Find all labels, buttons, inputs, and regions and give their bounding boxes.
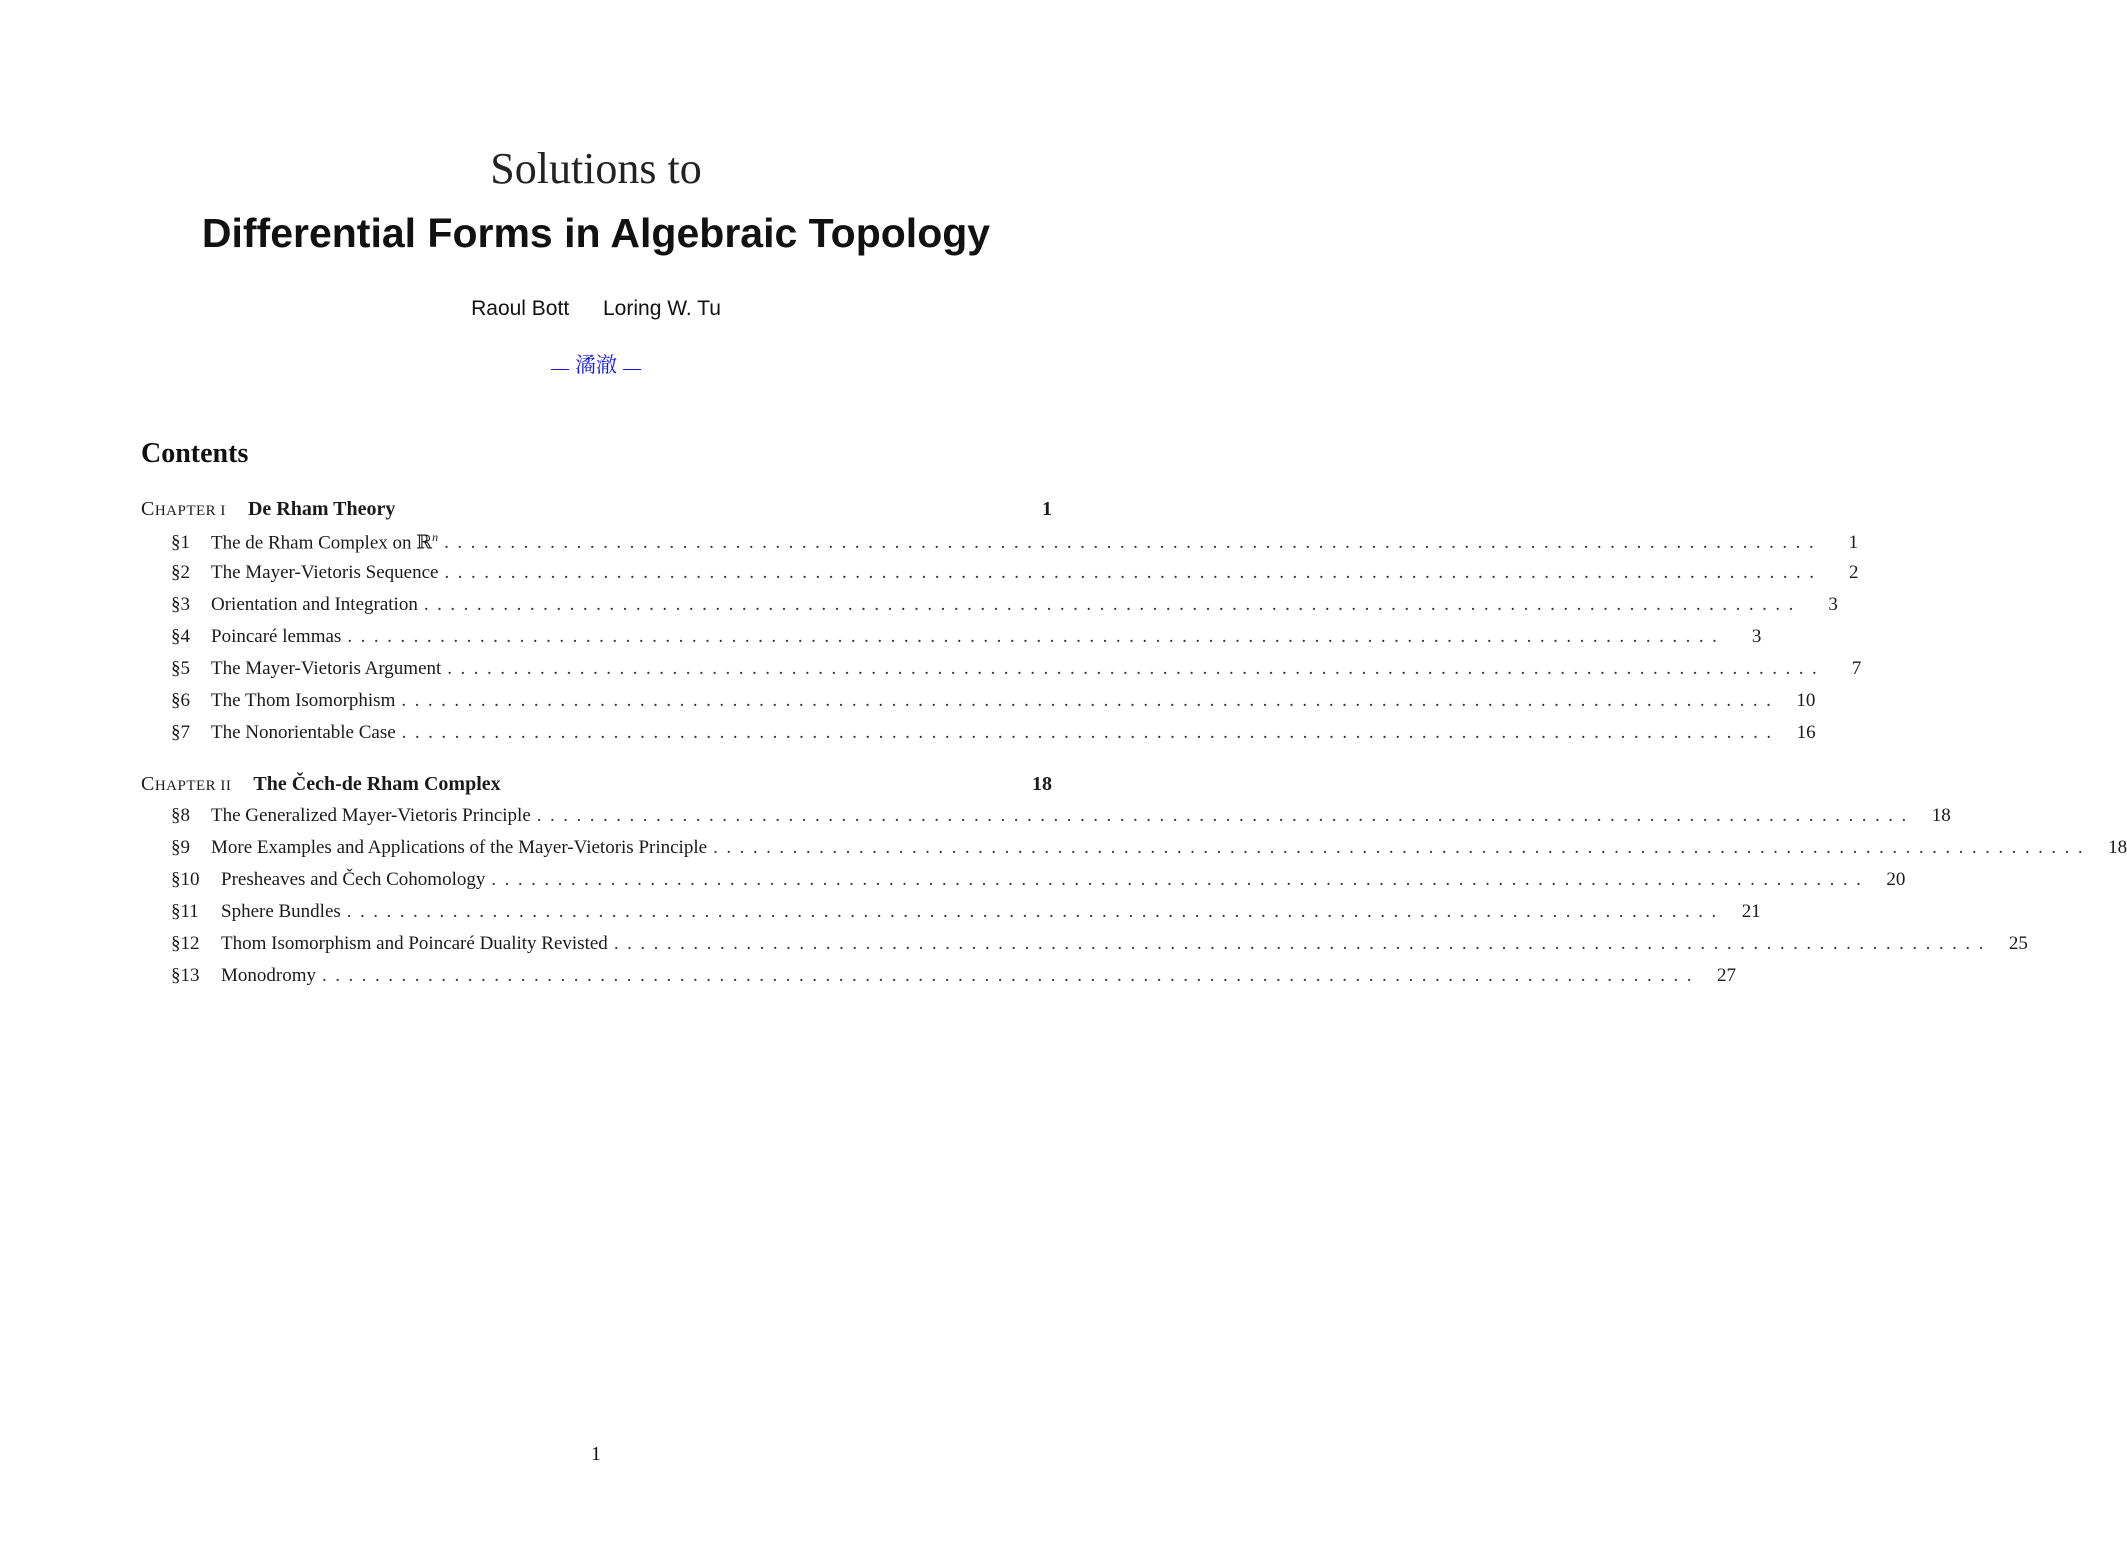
section-number: §1 bbox=[171, 532, 190, 554]
section-page: 18 bbox=[1931, 805, 1951, 826]
toc-section-1[interactable] bbox=[171, 530, 1859, 560]
leader-dots: ........................................................................................................ bbox=[447, 658, 1826, 679]
chapter-2-title: The Čech-de Rham Complex bbox=[253, 773, 501, 795]
toc-section-10[interactable] bbox=[171, 869, 1906, 899]
section-page: 20 bbox=[1886, 869, 1906, 890]
chapter-2-page: 18 bbox=[1032, 773, 1052, 795]
toc-section-3[interactable] bbox=[171, 594, 1838, 624]
section-title: The Thom Isomorphism bbox=[211, 690, 396, 711]
chapter-2-label: CHAPTER II bbox=[141, 773, 232, 795]
signature-text: 潏澈 bbox=[575, 353, 617, 377]
superscript-n: n bbox=[432, 530, 439, 544]
section-number: §10 bbox=[171, 869, 200, 890]
toc-chapter-1[interactable] bbox=[141, 498, 1052, 528]
section-title: The Generalized Mayer-Vietoris Principle bbox=[211, 805, 531, 826]
leader-dots: ........................................................................................................ bbox=[713, 837, 2092, 858]
leader-dots: ........................................................................................................ bbox=[536, 805, 1915, 826]
leader-dots: ........................................................................................................ bbox=[613, 933, 1992, 954]
leader-dots: ........................................................................................................ bbox=[444, 532, 1823, 554]
toc-chapter-2[interactable] bbox=[141, 773, 1052, 803]
leader-dots: ........................................................................................................ bbox=[401, 722, 1780, 743]
section-number: §7 bbox=[171, 722, 190, 743]
section-page: 3 bbox=[1828, 594, 1838, 615]
toc-section-11[interactable] bbox=[171, 901, 1761, 931]
signature-link[interactable] bbox=[0, 349, 1192, 379]
section-title: Orientation and Integration bbox=[211, 594, 418, 615]
author-2: Loring W. Tu bbox=[603, 297, 721, 320]
section-number: §5 bbox=[171, 658, 190, 679]
section-title: Poincaré lemmas bbox=[211, 626, 342, 647]
section-title: Thom Isomorphism and Poincaré Duality Revisted bbox=[221, 933, 608, 954]
leader-dots: ........................................................................................................ bbox=[322, 965, 1700, 986]
leader-dots: ........................................................................................................ bbox=[347, 626, 1726, 647]
contents-heading: Contents bbox=[141, 438, 249, 469]
section-page: 18 bbox=[2108, 837, 2127, 858]
chapter-1-title: De Rham Theory bbox=[247, 498, 396, 520]
author-1: Raoul Bott bbox=[471, 297, 570, 320]
section-title: The Mayer-Vietoris Sequence bbox=[211, 562, 439, 583]
section-number: §4 bbox=[171, 626, 190, 647]
toc-section-6[interactable] bbox=[171, 690, 1816, 720]
section-number: §2 bbox=[171, 562, 190, 583]
section-title: The Nonorientable Case bbox=[211, 722, 396, 743]
section-number: §6 bbox=[171, 690, 190, 711]
toc-section-12[interactable] bbox=[171, 933, 2028, 963]
section-page: 10 bbox=[1796, 690, 1816, 711]
signature-underline-right bbox=[623, 349, 641, 370]
section-number: §9 bbox=[171, 837, 190, 858]
title-line-1: Solutions to bbox=[490, 144, 702, 193]
leader-dots: ........................................................................................................ bbox=[423, 594, 1802, 615]
chapter-1-label: CHAPTER I bbox=[141, 498, 226, 520]
signature-underline-left bbox=[551, 349, 569, 370]
section-page: 7 bbox=[1851, 658, 1862, 679]
section-number: §13 bbox=[171, 965, 200, 986]
leader-dots: ........................................................................................................ bbox=[346, 901, 1725, 922]
section-title: Monodromy bbox=[221, 965, 316, 986]
section-title: More Examples and Applications of the Mayer-Vietoris Principle bbox=[211, 837, 708, 858]
section-number: §8 bbox=[171, 805, 190, 826]
page-number: 1 bbox=[591, 1443, 601, 1465]
toc-section-7[interactable] bbox=[171, 722, 1816, 752]
section-title: Sphere Bundles bbox=[221, 901, 341, 922]
toc-section-8[interactable] bbox=[171, 805, 1951, 835]
toc-section-4[interactable] bbox=[171, 626, 1762, 656]
leader-dots: ........................................................................................................ bbox=[491, 869, 1870, 890]
toc-section-9[interactable] bbox=[171, 837, 2127, 867]
leader-dots: ........................................................................................................ bbox=[401, 690, 1780, 711]
section-title: Presheaves and Čech Cohomology bbox=[221, 869, 486, 890]
authors bbox=[0, 297, 1192, 321]
section-page: 27 bbox=[1717, 965, 1736, 986]
section-number: §12 bbox=[171, 933, 200, 954]
section-title: The de Rham Complex on ℝ$^n$ bbox=[211, 530, 439, 554]
section-page: 25 bbox=[2008, 933, 2028, 954]
section-title: The Mayer-Vietoris Argument bbox=[211, 658, 442, 679]
section-page: 1 bbox=[1848, 532, 1859, 554]
section-number: §11 bbox=[171, 901, 199, 922]
section-page: 21 bbox=[1741, 901, 1761, 922]
leader-dots: ........................................................................................................ bbox=[444, 562, 1823, 583]
section-number: §3 bbox=[171, 594, 190, 615]
toc-section-5[interactable] bbox=[171, 658, 1862, 688]
section-page: 3 bbox=[1751, 626, 1762, 647]
toc-section-13[interactable] bbox=[171, 965, 1736, 995]
chapter-1-page: 1 bbox=[1042, 498, 1052, 520]
title-line-2: Differential Forms in Algebraic Topology bbox=[201, 210, 991, 256]
toc-section-2[interactable] bbox=[171, 562, 1859, 592]
section-page: 16 bbox=[1796, 722, 1816, 743]
section-page: 2 bbox=[1848, 562, 1859, 583]
